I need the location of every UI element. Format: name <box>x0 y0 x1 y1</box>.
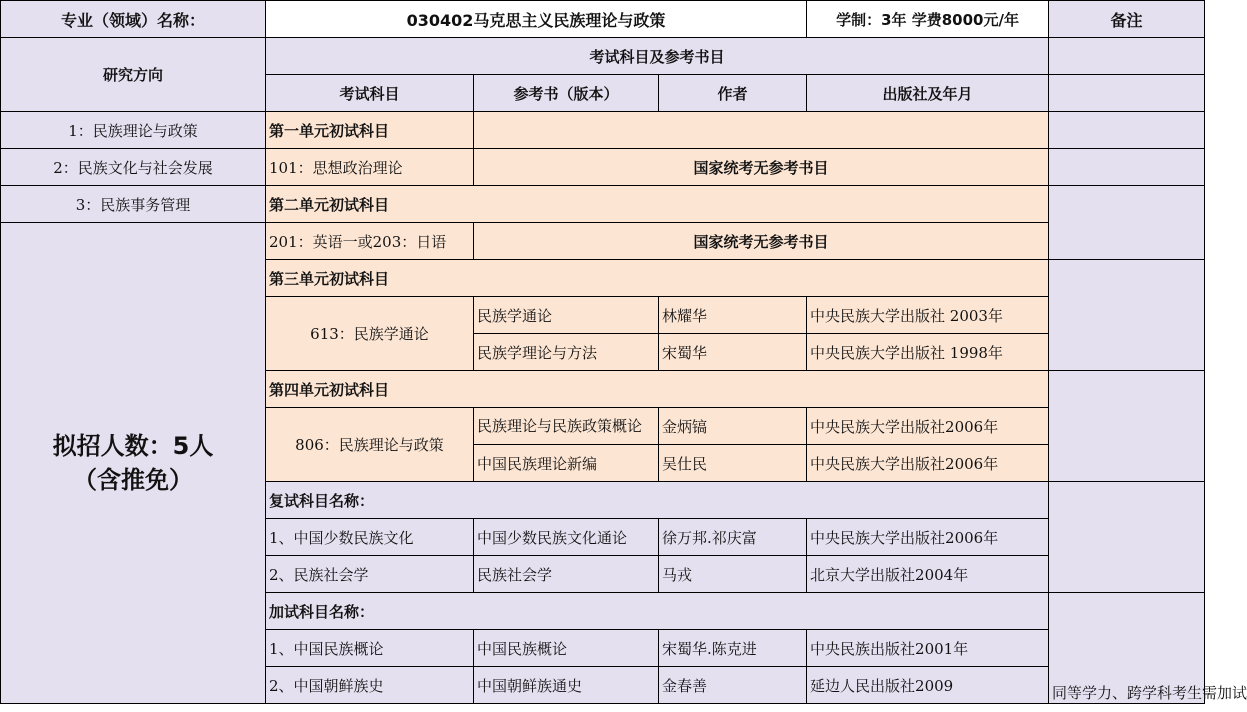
retest-subject-1: 1、中国少数民族文化 <box>266 519 474 556</box>
remarks-cell <box>1049 149 1205 186</box>
col-publisher-header: 出版社及年月 <box>807 75 1049 112</box>
remarks-cell <box>1049 371 1205 482</box>
unit3-author-1: 林耀华 <box>659 297 807 334</box>
major-label: 专业（领域）名称： <box>1 1 266 38</box>
extra-book-1: 中国民族概论 <box>474 630 659 667</box>
unit2-title: 第二单元初试科目 <box>266 186 1049 223</box>
unit4-publisher-1: 中央民族大学出版社2006年 <box>807 408 1049 445</box>
unit4-publisher-2: 中央民族大学出版社2006年 <box>807 445 1049 482</box>
col-book-header: 参考书（版本） <box>474 75 659 112</box>
remarks-cell <box>1049 186 1205 260</box>
retest-publisher-1: 中央民族大学出版社2006年 <box>807 519 1049 556</box>
col-author-header: 作者 <box>659 75 807 112</box>
retest-publisher-2: 北京大学出版社2004年 <box>807 556 1049 593</box>
remarks-cell <box>1049 75 1205 112</box>
remarks-cell <box>1049 482 1205 593</box>
enrollment-note: （含推免） <box>73 466 193 494</box>
unit4-subject: 806：民族理论与政策 <box>266 408 474 482</box>
duration-fee: 学制：3年 学费8000元/年 <box>807 1 1049 38</box>
unit4-author-2: 吴仕民 <box>659 445 807 482</box>
extra-note: 同等学力、跨学科考生需加试 <box>1049 593 1205 704</box>
retest-book-1: 中国少数民族文化通论 <box>474 519 659 556</box>
unit1-book: 国家统考无参考书目 <box>474 149 1049 186</box>
unit1-blank <box>474 112 1049 149</box>
enrollment-cell <box>1 223 266 704</box>
unit4-book-1: 民族理论与民族政策概论 <box>474 408 659 445</box>
unit2-book: 国家统考无参考书目 <box>474 223 1049 260</box>
remarks-cell <box>1049 38 1205 75</box>
unit4-book-2: 中国民族理论新编 <box>474 445 659 482</box>
unit4-title: 第四单元初试科目 <box>266 371 1049 408</box>
remarks-header: 备注 <box>1049 1 1205 38</box>
unit1-title: 第一单元初试科目 <box>266 112 474 149</box>
col-subject-header: 考试科目 <box>266 75 474 112</box>
unit1-subject: 101：思想政治理论 <box>266 149 474 186</box>
retest-book-2: 民族社会学 <box>474 556 659 593</box>
unit3-title: 第三单元初试科目 <box>266 260 1049 297</box>
unit3-publisher-2: 中央民族大学出版社 1998年 <box>807 334 1049 371</box>
extra-subject-2: 2、中国朝鲜族史 <box>266 667 474 704</box>
direction-1: 1：民族理论与政策 <box>1 112 266 149</box>
extra-publisher-2: 延边人民出版社2009 <box>807 667 1049 704</box>
direction-3: 3：民族事务管理 <box>1 186 266 223</box>
direction-2: 2：民族文化与社会发展 <box>1 149 266 186</box>
major-name: 030402马克思主义民族理论与政策 <box>266 1 807 38</box>
retest-subject-2: 2、民族社会学 <box>266 556 474 593</box>
unit3-book-1: 民族学通论 <box>474 297 659 334</box>
remarks-cell <box>1049 260 1205 371</box>
unit3-publisher-1: 中央民族大学出版社 2003年 <box>807 297 1049 334</box>
retest-author-1: 徐万邦.祁庆富 <box>659 519 807 556</box>
unit3-subject: 613：民族学通论 <box>266 297 474 371</box>
remarks-cell <box>1049 112 1205 149</box>
retest-author-2: 马戎 <box>659 556 807 593</box>
extra-publisher-1: 中央民族出版社2001年 <box>807 630 1049 667</box>
extra-book-2: 中国朝鲜族通史 <box>474 667 659 704</box>
retest-title: 复试科目名称： <box>266 482 1049 519</box>
research-direction-header: 研究方向 <box>1 38 266 112</box>
unit3-author-2: 宋蜀华 <box>659 334 807 371</box>
extra-author-1: 宋蜀华.陈克进 <box>659 630 807 667</box>
exam-subjects-books-header: 考试科目及参考书目 <box>266 38 1049 75</box>
unit2-subject: 201：英语一或203：日语 <box>266 223 474 260</box>
extra-author-2: 金春善 <box>659 667 807 704</box>
extra-subject-1: 1、中国民族概论 <box>266 630 474 667</box>
unit4-author-1: 金炳镐 <box>659 408 807 445</box>
unit3-book-2: 民族学理论与方法 <box>474 334 659 371</box>
enrollment-count: 拟招人数：5人 <box>52 432 214 460</box>
extra-title: 加试科目名称： <box>266 593 1049 630</box>
